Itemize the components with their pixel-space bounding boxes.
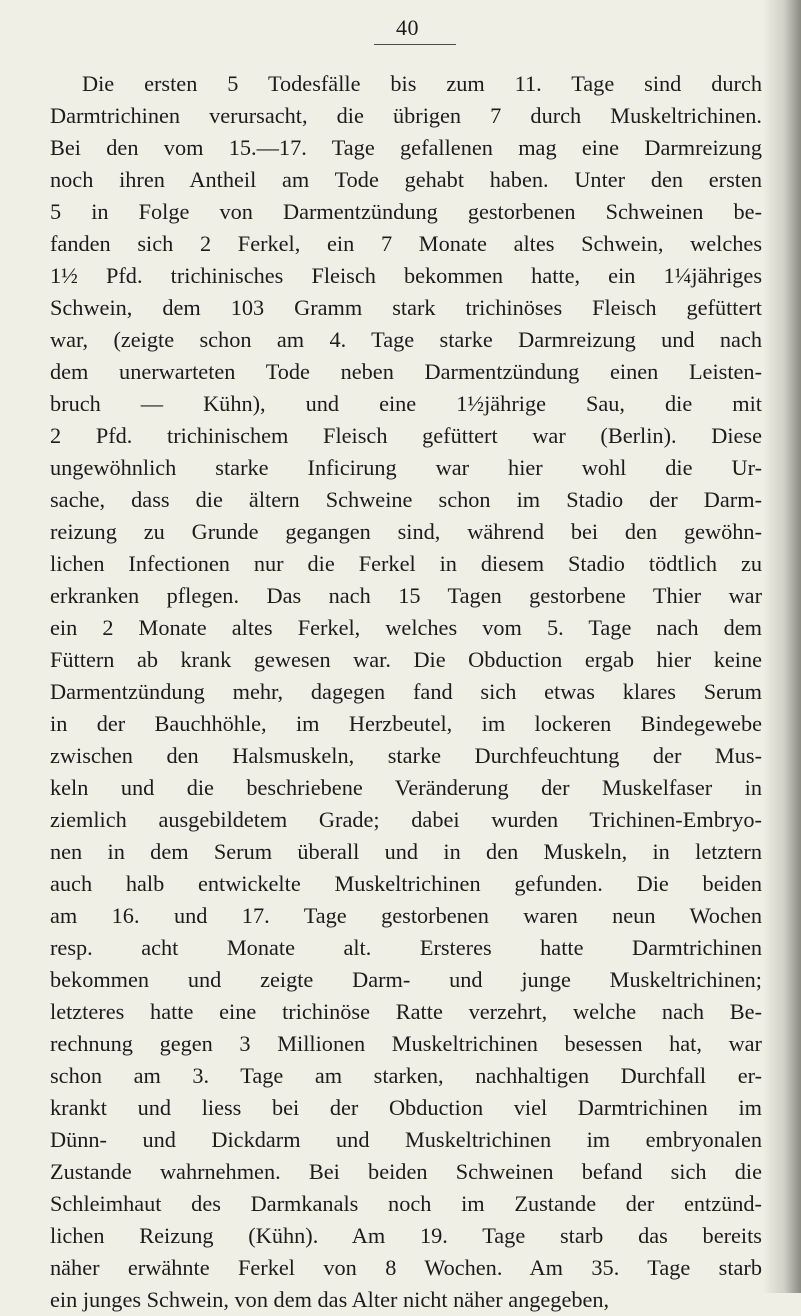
- text-line: in der Bauchhöhle, im Herzbeutel, im lockeren Bindegewebe: [50, 711, 762, 736]
- text-line: krankt und liess bei der Obduction viel Darmtrichinen im: [50, 1095, 762, 1120]
- text-line: sache, dass die ältern Schweine schon im Stadio der Darm-: [50, 487, 762, 512]
- text-line: auch halb entwickelte Muskeltrichinen gefunden. Die beiden: [50, 871, 762, 896]
- text-line: 2 Pfd. trichinischem Fleisch gefüttert war (Berlin). Diese: [50, 423, 762, 448]
- text-line: erkranken pflegen. Das nach 15 Tagen gestorbene Thier war: [50, 583, 762, 608]
- text-line: ein junges Schwein, von dem das Alter nicht näher angegeben,: [50, 1287, 610, 1312]
- page-number-rule: [374, 44, 456, 45]
- text-line: Darmentzündung mehr, dagegen fand sich etwas klares Serum: [50, 679, 762, 704]
- text-line: reizung zu Grunde gegangen sind, während bei den gewöhn-: [50, 519, 762, 544]
- text-line: war, (zeigte schon am 4. Tage starke Darmreizung und nach: [50, 327, 762, 352]
- text-line: noch ihren Antheil am Tode gehabt haben. Unter den ersten: [50, 167, 762, 192]
- body-text: [50, 68, 762, 1316]
- text-line: dem unerwarteten Tode neben Darmentzündung einen Leisten-: [50, 359, 762, 384]
- text-line: bruch — Kühn), und eine 1½jährige Sau, die mit: [50, 391, 762, 416]
- text-line: schon am 3. Tage am starken, nachhaltigen Durchfall er-: [50, 1063, 762, 1088]
- page-number: 40: [396, 15, 419, 40]
- text-line: Bei den vom 15.—17. Tage gefallenen mag eine Darmreizung: [50, 135, 762, 160]
- text-line: ein 2 Monate altes Ferkel, welches vom 5. Tage nach dem: [50, 615, 762, 640]
- text-line: Dünn- und Dickdarm und Muskeltrichinen im embryonalen: [50, 1127, 762, 1152]
- text-line: Schwein, dem 103 Gramm stark trichinöses Fleisch gefüttert: [50, 295, 762, 320]
- text-line: Darmtrichinen verursacht, die übrigen 7 durch Muskeltrichinen.: [50, 103, 762, 128]
- text-line: resp. acht Monate alt. Ersteres hatte Darmtrichinen: [50, 935, 762, 960]
- page-edge-shadow: [763, 0, 801, 1293]
- text-line: lichen Reizung (Kühn). Am 19. Tage starb das bereits: [50, 1223, 762, 1248]
- text-line: keln und die beschriebene Veränderung der Muskelfaser in: [50, 775, 762, 800]
- text-line: lichen Infectionen nur die Ferkel in diesem Stadio tödtlich zu: [50, 551, 762, 576]
- text-line: Schleimhaut des Darmkanals noch im Zustande der entzünd-: [50, 1191, 762, 1216]
- text-line: am 16. und 17. Tage gestorbenen waren neun Wochen: [50, 903, 762, 928]
- text-line: fanden sich 2 Ferkel, ein 7 Monate altes Schwein, welches: [50, 231, 762, 256]
- text-line: ziemlich ausgebildetem Grade; dabei wurden Trichinen-Embryo-: [50, 807, 762, 832]
- text-line: näher erwähnte Ferkel von 8 Wochen. Am 35. Tage starb: [50, 1255, 762, 1280]
- text-line: 1½ Pfd. trichinisches Fleisch bekommen hatte, ein 1¼jähriges: [50, 263, 762, 288]
- text-line: ungewöhnlich starke Inficirung war hier wohl die Ur-: [50, 455, 762, 480]
- text-line: Die ersten 5 Todesfälle bis zum 11. Tage sind durch: [82, 71, 762, 96]
- text-line: bekommen und zeigte Darm- und junge Muskeltrichinen;: [50, 967, 762, 992]
- text-line: letzteres hatte eine trichinöse Ratte verzehrt, welche nach Be-: [50, 999, 762, 1024]
- text-line: 5 in Folge von Darmentzündung gestorbenen Schweinen be-: [50, 199, 762, 224]
- text-line: rechnung gegen 3 Millionen Muskeltrichinen besessen hat, war: [50, 1031, 762, 1056]
- text-line: Zustande wahrnehmen. Bei beiden Schweinen befand sich die: [50, 1159, 762, 1184]
- text-line: nen in dem Serum überall und in den Muskeln, in letztern: [50, 839, 762, 864]
- text-line: Füttern ab krank gewesen war. Die Obduction ergab hier keine: [50, 647, 762, 672]
- text-line: zwischen den Halsmuskeln, starke Durchfeuchtung der Mus-: [50, 743, 762, 768]
